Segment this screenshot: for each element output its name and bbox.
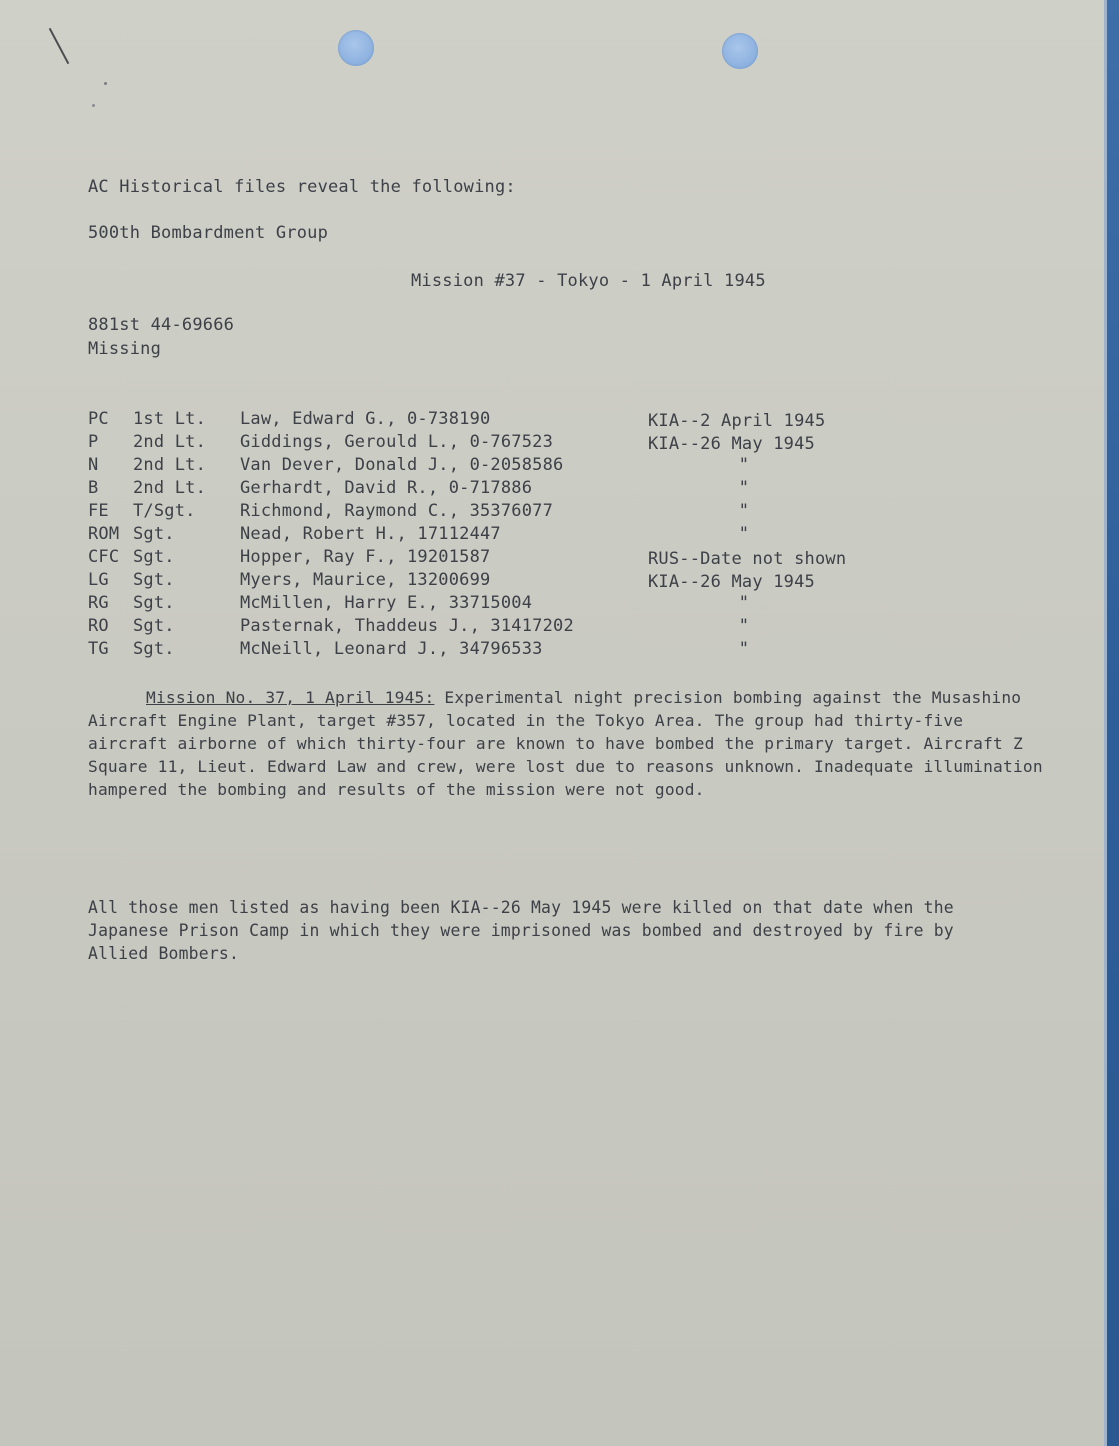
crew-position: P — [88, 432, 99, 452]
crew-rank: 2nd Lt. — [133, 432, 207, 452]
crew-name: Nead, Robert H., 17112447 — [240, 524, 501, 544]
crew-position: RG — [88, 593, 109, 613]
crew-position: RO — [88, 616, 109, 636]
crew-rank: 1st Lt. — [133, 409, 207, 429]
crew-rank: Sgt. — [133, 570, 175, 590]
crew-fate: " — [738, 616, 750, 636]
crew-rank: T/Sgt. — [133, 501, 196, 521]
pen-mark — [49, 28, 70, 64]
crew-fate: KIA--26 May 1945 — [648, 434, 815, 454]
speck-mark — [92, 104, 95, 107]
scan-edge-strip — [1104, 0, 1119, 1446]
squadron-aircraft: 881st 44-69666 — [88, 315, 235, 335]
group-name: 500th Bombardment Group — [88, 223, 329, 243]
crew-name: Law, Edward G., 0-738190 — [240, 409, 491, 429]
crew-position: PC — [88, 409, 109, 429]
crew-name: Hopper, Ray F., 19201587 — [240, 547, 491, 567]
mission-line: Mission #37 - Tokyo - 1 April 1945 — [411, 271, 766, 291]
crew-name: Richmond, Raymond C., 35376077 — [240, 501, 554, 521]
crew-fate: " — [738, 639, 750, 659]
crew-position: N — [88, 455, 99, 475]
aircraft-status: Missing — [88, 339, 162, 359]
crew-rank: Sgt. — [133, 616, 175, 636]
crew-name: Giddings, Gerould L., 0-767523 — [240, 432, 554, 452]
crew-name: McMillen, Harry E., 33715004 — [240, 593, 533, 613]
intro-line: AC Historical files reveal the following: — [88, 177, 516, 197]
crew-position: FE — [88, 501, 109, 521]
crew-rank: 2nd Lt. — [133, 478, 207, 498]
crew-name: Myers, Maurice, 13200699 — [240, 570, 491, 590]
crew-position: ROM — [88, 524, 120, 544]
crew-rank: 2nd Lt. — [133, 455, 207, 475]
crew-name: McNeill, Leonard J., 34796533 — [240, 639, 543, 659]
crew-fate: RUS--Date not shown — [648, 549, 847, 569]
speck-mark — [104, 82, 107, 85]
crew-rank: Sgt. — [133, 593, 175, 613]
punch-hole-right — [722, 33, 758, 69]
crew-position: TG — [88, 639, 109, 659]
crew-name: Gerhardt, David R., 0-717886 — [240, 478, 533, 498]
crew-fate: " — [738, 501, 750, 521]
summary-heading: Mission No. 37, 1 April 1945: — [146, 688, 435, 707]
crew-position: B — [88, 478, 99, 498]
crew-fate: " — [738, 478, 750, 498]
crew-fate: " — [738, 524, 750, 544]
crew-rank: Sgt. — [133, 639, 175, 659]
mission-summary — [88, 686, 1043, 801]
crew-rank: Sgt. — [133, 547, 175, 567]
crew-fate: " — [738, 593, 750, 613]
crew-position: CFC — [88, 547, 120, 567]
crew-fate: " — [738, 455, 750, 475]
punch-hole-left — [338, 30, 374, 66]
crew-rank: Sgt. — [133, 524, 175, 544]
closing-note: All those men listed as having been KIA--26 May 1945 were killed on that date when the Japanese Prison Camp in which they were imprisoned was bombed and destroyed by fire by Allied Bombers. — [88, 898, 954, 963]
crew-position: LG — [88, 570, 109, 590]
crew-name: Van Dever, Donald J., 0-2058586 — [240, 455, 564, 475]
summary-body: Experimental night precision bombing against the Musashino Aircraft Engine Plant, target #357, located in the Tokyo Area. The group had thirty-five aircraft airborne of which thirty-four are known to have bombed the primary target. Aircraft Z Square 11, Lieut. Edward Law and crew, were lost due to reasons unknown. Inadequate illumination hampered the bombing and results of the mission were not good. — [88, 688, 1043, 799]
crew-fate: KIA--26 May 1945 — [648, 572, 815, 592]
crew-name: Pasternak, Thaddeus J., 31417202 — [240, 616, 574, 636]
crew-fate: KIA--2 April 1945 — [648, 411, 826, 431]
